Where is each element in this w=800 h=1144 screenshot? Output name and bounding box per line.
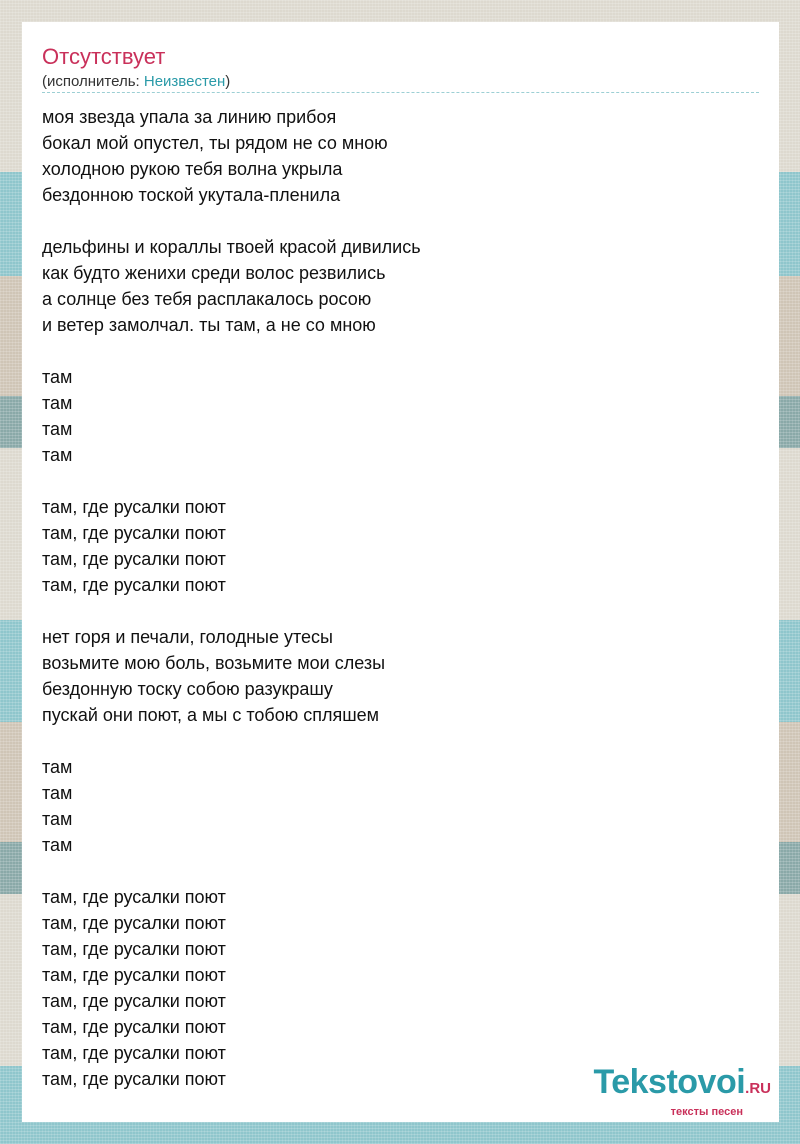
lyric-line: там, где русалки поют (42, 523, 226, 543)
lyric-line: бездонную тоску собою разукрашу (42, 679, 333, 699)
stanza-gap (42, 598, 742, 624)
artist-line (42, 73, 230, 91)
lyric-line: там, где русалки поют (42, 913, 226, 933)
lyric-line: там (42, 393, 73, 413)
lyrics-card (22, 22, 779, 1122)
lyric-line: там (42, 445, 73, 465)
logo-tld: .RU (745, 1080, 771, 1097)
lyric-line: а солнце без тебя расплакалось росою (42, 289, 372, 309)
lyric-line: там (42, 835, 73, 855)
lyric-line: бокал мой опустел, ты рядом не со мною (42, 133, 388, 153)
lyric-line: там, где русалки поют (42, 1069, 226, 1089)
lyric-line: там, где русалки поют (42, 549, 226, 569)
lyric-line: там, где русалки поют (42, 1017, 226, 1037)
lyric-line: моя звезда упала за линию прибоя (42, 107, 337, 127)
lyric-line: возьмите мою боль, возьмите мои слезы (42, 653, 386, 673)
header-divider (42, 92, 759, 93)
song-title: Отсутствует (42, 44, 166, 69)
lyric-line: холодною рукою тебя волна укрыла (42, 159, 343, 179)
lyric-line: там, где русалки поют (42, 939, 226, 959)
lyric-line: бездонною тоской укутала-пленила (42, 185, 341, 205)
stanza-gap (42, 468, 742, 494)
lyric-line: там, где русалки поют (42, 1043, 226, 1063)
artist-link[interactable]: Неизвестен (143, 73, 226, 90)
artist-prefix: (исполнитель: (42, 73, 144, 90)
lyric-line: там, где русалки поют (42, 575, 226, 595)
stanza-gap (42, 858, 742, 884)
lyric-line: там (42, 367, 73, 387)
lyric-line: и ветер замолчал. ты там, а не со мною (42, 315, 376, 335)
lyric-line: там, где русалки поют (42, 991, 226, 1011)
stanza-gap (42, 208, 742, 234)
lyric-line: там, где русалки поют (42, 887, 226, 907)
lyric-line: дельфины и кораллы твоей красой дивились (42, 237, 421, 257)
lyric-line: там (42, 419, 73, 439)
artist-suffix: ) (225, 73, 231, 90)
lyric-line: там, где русалки поют (42, 965, 226, 985)
site-logo[interactable] (593, 1065, 771, 1118)
lyric-line: там (42, 757, 73, 777)
lyric-line: нет горя и печали, голодные утесы (42, 627, 333, 647)
logo-name: Tekstovoi (593, 1063, 746, 1101)
lyrics-body (42, 104, 742, 1092)
logo-wordmark (593, 1065, 771, 1106)
lyric-line: там (42, 783, 73, 803)
stanza-gap (42, 728, 742, 754)
lyric-line: там (42, 809, 73, 829)
logo-tagline: тексты песен (670, 1106, 743, 1118)
lyric-line: там, где русалки поют (42, 497, 226, 517)
stanza-gap (42, 338, 742, 364)
lyric-line: как будто женихи среди волос резвились (42, 263, 386, 283)
lyric-line: пускай они поют, а мы с тобою спляшем (42, 705, 380, 725)
